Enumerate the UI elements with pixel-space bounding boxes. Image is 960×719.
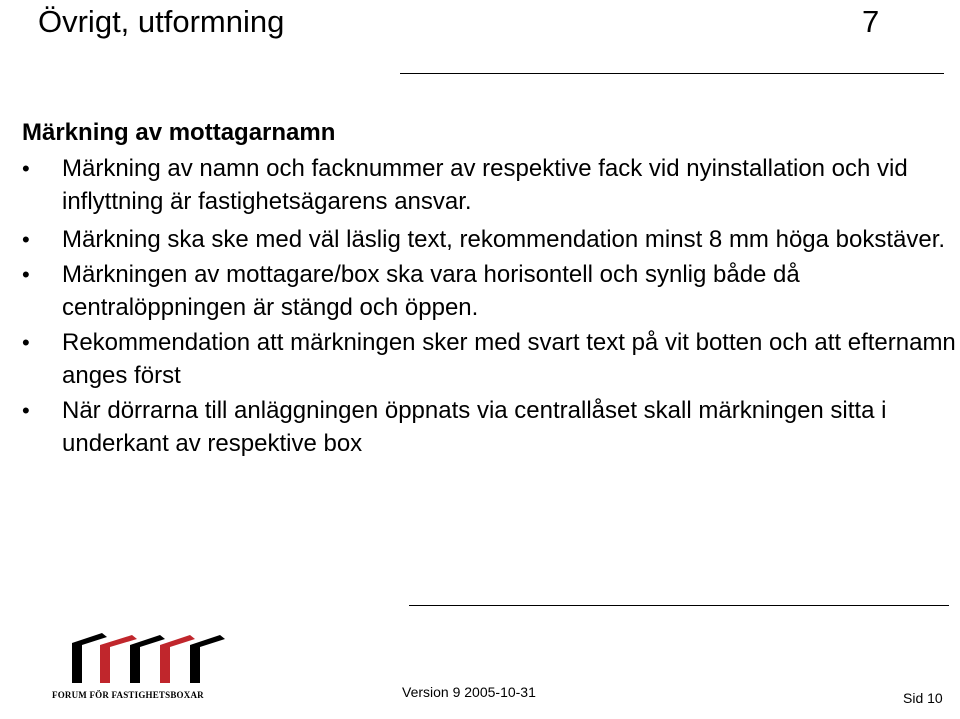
list-item [0, 394, 960, 460]
slide-title: Övrigt, utformning [38, 4, 285, 39]
logo-shape-red-3 [160, 635, 195, 683]
bullet-icon: • [22, 262, 30, 287]
page-footer-number: Sid 10 [903, 690, 943, 706]
bottom-divider [409, 605, 949, 606]
bullet-text: Märkningen av mottagare/box ska vara horisontell och synlig både då centralöppningen är stängd och öppen. [62, 261, 800, 321]
bullet-icon: • [22, 156, 30, 181]
list-item [0, 258, 960, 324]
list-item [0, 152, 960, 218]
bullet-text: Märkning ska ske med väl läslig text, rekommendation minst 8 mm höga bokstäver. [62, 226, 946, 253]
bullet-text: När dörrarna till anläggningen öppnats via centrallåset skall märkningen sitta i underkant av respektive box [62, 397, 887, 457]
bullet-icon: • [22, 330, 30, 355]
bullet-text: Rekommendation att märkningen sker med svart text på vit botten och att efternamn anges först [62, 329, 956, 389]
slide-page-number: 7 [862, 4, 880, 39]
bullet-text: Märkning av namn och facknummer av respektive fack vid nyinstallation och vid inflyttning är fastighetsägarens ansvar. [62, 155, 908, 215]
bullet-icon: • [22, 398, 30, 423]
top-divider [400, 73, 944, 74]
section-heading: Märkning av mottagarnamn [22, 119, 336, 146]
bullet-icon: • [22, 227, 30, 252]
logo-text: FORUM FÖR FASTIGHETSBOXAR [52, 690, 204, 700]
logo-shape-black-2 [190, 635, 225, 683]
list-item [0, 326, 960, 392]
version-label: Version 9 2005-10-31 [402, 684, 536, 700]
list-item [0, 223, 960, 256]
bullet-list [0, 152, 960, 460]
logo-shape-red-2 [130, 635, 165, 683]
